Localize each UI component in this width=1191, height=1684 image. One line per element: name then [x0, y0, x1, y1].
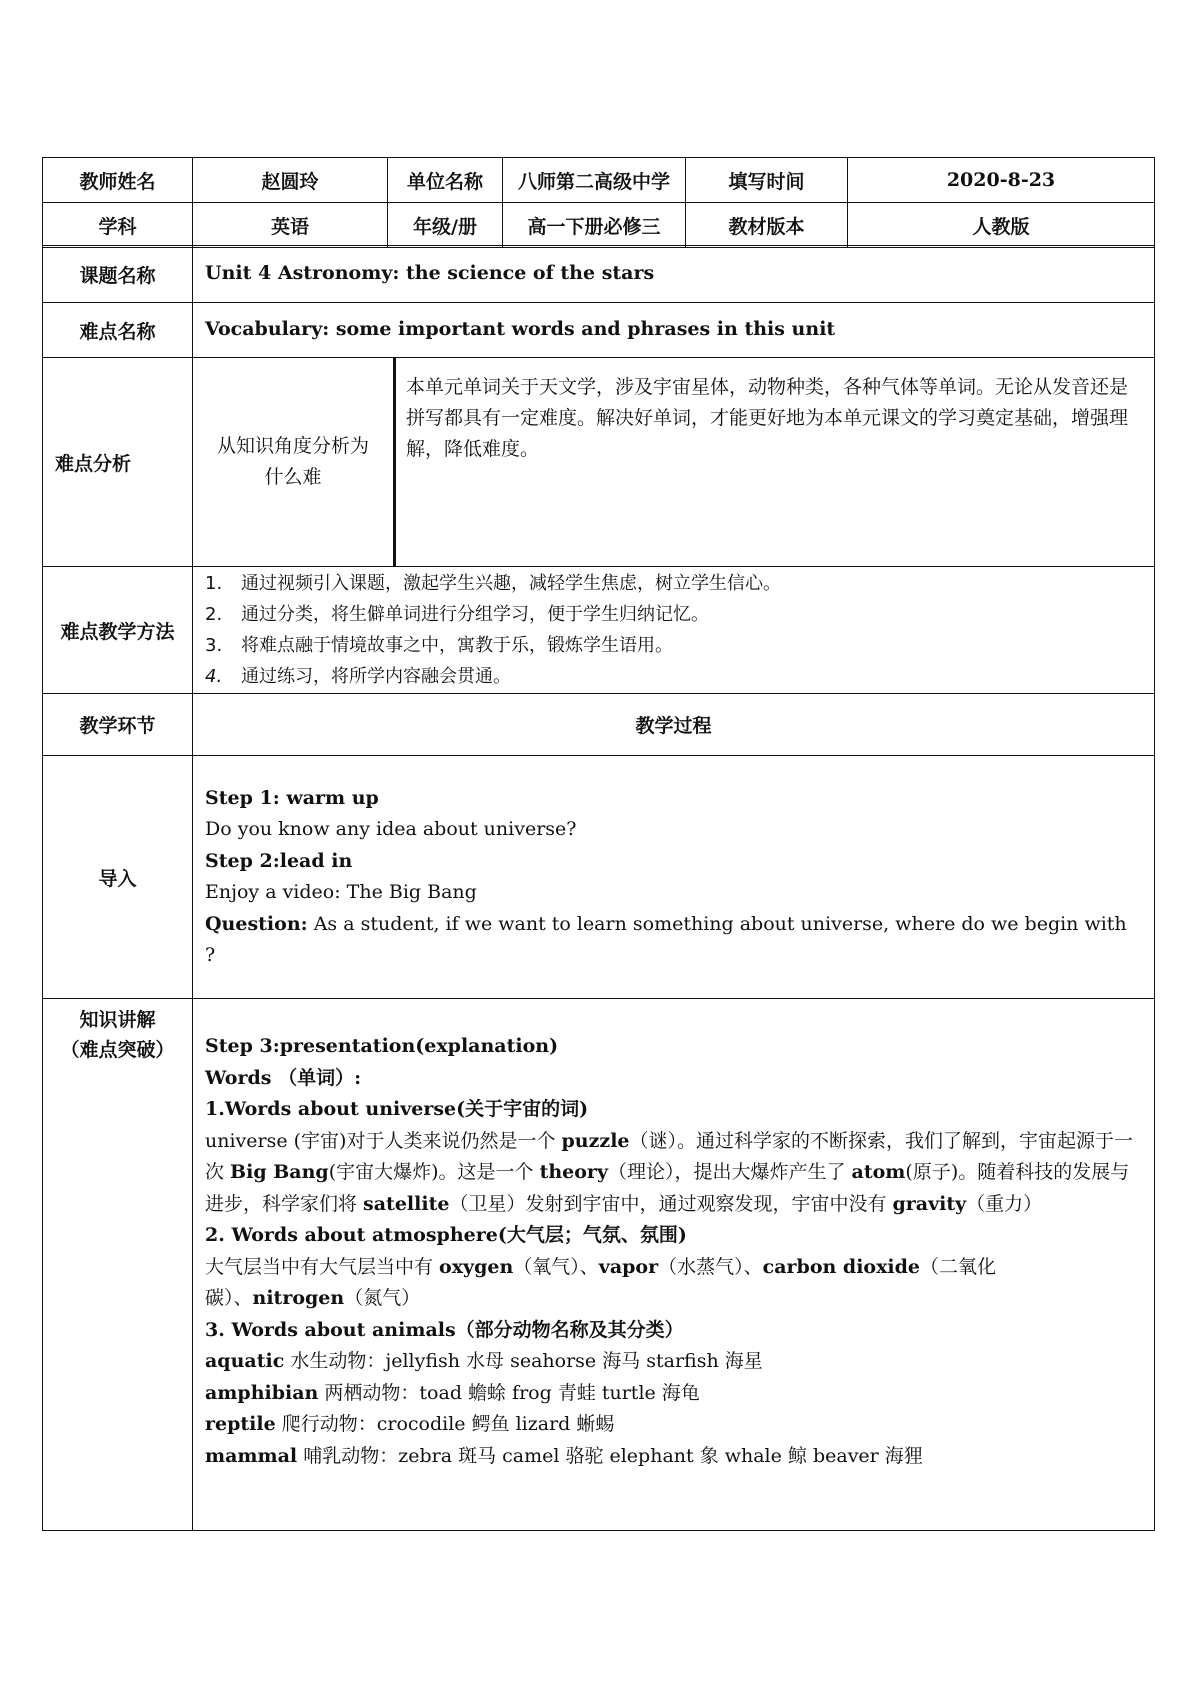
analysis-text: 本单元单词关于天文学，涉及宇宙星体，动物种类，各种气体等单词。无论从发音还是拼写都具有一定难度。解决好单词，才能更好地为本单元课文的学习奠定基础，增强理解，降低难度。 — [406, 376, 1129, 460]
list-item: mammal 哺乳动物：zebra 斑马 camel 骆驼 elephant 象 whale 鲸 beaver 海狸 — [205, 1444, 923, 1467]
grade-value: 高一下册必修三 — [503, 203, 686, 248]
unit-value: 八师第二高级中学 — [503, 158, 686, 203]
grade-label: 年级/册 — [388, 203, 503, 248]
difficulty-label: 难点名称 — [43, 303, 193, 358]
methods-label: 难点教学方法 — [43, 567, 193, 694]
step1-title: Step 1: warm up — [205, 786, 379, 809]
question-text: As a student, if we want to learn something about universe, where do we begin with ? — [205, 912, 1127, 966]
unit-label: 单位名称 — [388, 158, 503, 203]
subject-value: 英语 — [193, 203, 388, 248]
edition-value: 人教版 — [848, 203, 1155, 248]
lesson-table — [42, 245, 1155, 1531]
process-label: 教学环节 — [43, 694, 193, 756]
edition-label: 教材版本 — [686, 203, 848, 248]
analysis-sublabel — [193, 358, 396, 566]
list-item: 4. 通过练习，将所学内容融会贯通。 — [205, 666, 511, 687]
analysis-label: 难点分析 — [43, 358, 193, 567]
methods-list — [193, 568, 1154, 692]
date-value: 2020-8-23 — [848, 158, 1155, 203]
knowledge-label-line2: （难点突破） — [60, 1039, 175, 1061]
words-title: Words （单词）: — [205, 1066, 362, 1089]
list-item: 1. 通过视频引入课题，激起学生兴趣，减轻学生焦虑，树立学生信心。 — [205, 573, 781, 594]
section3-title: 3. Words about animals（部分动物名称及其分类） — [205, 1318, 684, 1341]
section2-text: 大气层当中有大气层当中有 oxygen（氧气）、vapor（水蒸气）、carbon dioxide（二氧化碳）、nitrogen（氮气） — [205, 1255, 997, 1309]
question-line — [205, 909, 1142, 972]
subject-label: 学科 — [43, 203, 193, 248]
list-item: amphibian 两栖动物：toad 蟾蜍 frog 青蛙 turtle 海龟 — [205, 1381, 700, 1404]
step1-question: Do you know any idea about universe? — [205, 818, 577, 840]
teacher-value: 赵圆玲 — [193, 158, 388, 203]
analysis-sublabel-line1: 从知识角度分析为 — [216, 435, 369, 457]
step3-title: Step 3:presentation(explanation) — [205, 1035, 559, 1057]
info-table — [42, 157, 1155, 248]
analysis-cell — [193, 358, 1155, 567]
intro-label: 导入 — [43, 756, 193, 999]
list-item: reptile 爬行动物：crocodile 鳄鱼 lizard 蜥蜴 — [205, 1413, 615, 1435]
difficulty-value: Vocabulary: some important words and phrases in this unit — [193, 303, 1155, 358]
section2-title: 2. Words about atmosphere(大气层；气氛、氛围) — [205, 1224, 687, 1246]
section1-text: universe (宇宙)对于人类来说仍然是一个 puzzle（谜）。通过科学家的不断探索，我们了解到，宇宙起源于一次 Big Bang(宇宙大爆炸)。这是一个 theory（理论），提出大爆炸产生了 atom(原子)。随着科技的发展与进步，科学家们将 satellite（卫星）发射到宇宙中，通过观察发现，宇宙中没有 gravity（重力） — [205, 1129, 1134, 1215]
list-item: aquatic 水生动物：jellyfish 水母 seahorse 海马 starfish 海星 — [205, 1350, 763, 1372]
analysis-sublabel-line2: 什么难 — [264, 466, 322, 488]
list-item: 3. 将难点融于情境故事之中，寓教于乐，锻炼学生语用。 — [205, 635, 673, 656]
step2-title: Step 2:lead in — [205, 849, 353, 872]
question-label: Question: — [205, 912, 308, 935]
knowledge-label-line1: 知识讲解 — [79, 1009, 156, 1031]
knowledge-content — [193, 999, 1155, 1531]
date-label: 填写时间 — [686, 158, 848, 203]
topic-label: 课题名称 — [43, 246, 193, 303]
video-line: Enjoy a video: The Big Bang — [205, 881, 477, 903]
methods-cell — [193, 567, 1155, 694]
teacher-label: 教师姓名 — [43, 158, 193, 203]
section1-title: 1.Words about universe(关于宇宙的词) — [205, 1098, 589, 1120]
topic-value: Unit 4 Astronomy: the science of the stars — [193, 246, 1155, 303]
process-value: 教学过程 — [193, 694, 1155, 756]
intro-content — [193, 756, 1155, 999]
knowledge-label — [43, 999, 193, 1531]
list-item: 2. 通过分类，将生僻单词进行分组学习，便于学生归纳记忆。 — [205, 604, 709, 625]
